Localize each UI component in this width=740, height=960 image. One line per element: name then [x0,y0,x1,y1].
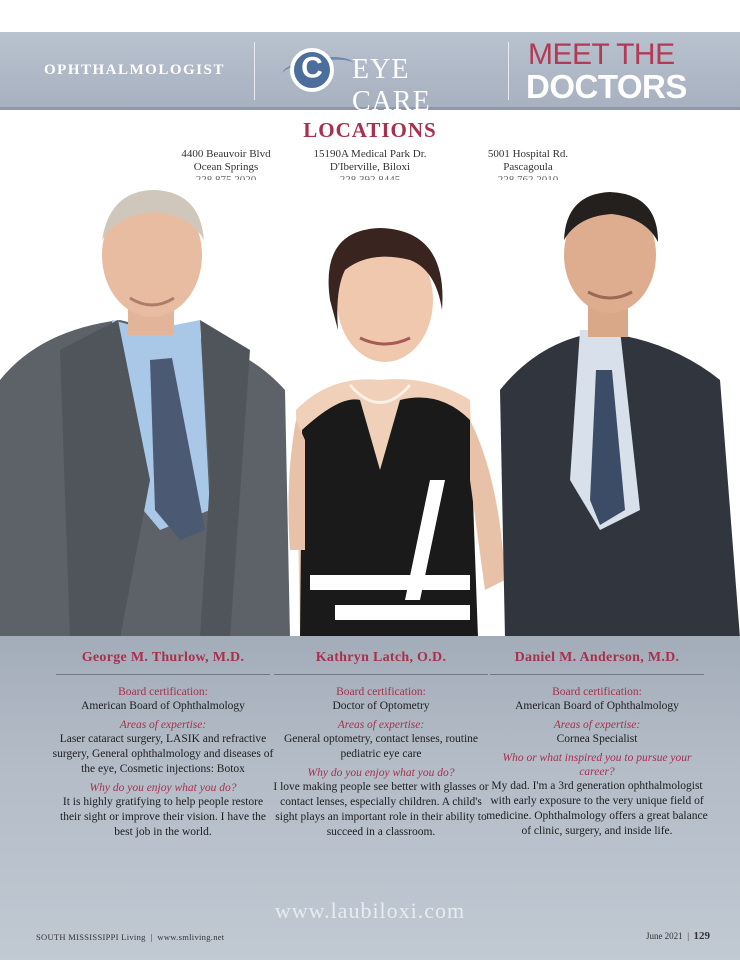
areas-heading: Areas of expertise: [337,719,425,731]
doctor-name: Daniel M. Anderson, M.D. [490,650,704,675]
doctors-group-photo [0,180,740,638]
areas-text: Laser cataract surgery, LASIK and refractive surgery, General ophthalmology and diseases of the eye, Cosmetic injections: Botox [52,733,274,775]
location-city: D'Iberville, Biloxi [329,161,411,173]
footer-separator: | [684,931,694,941]
location-city: Ocean Springs [193,161,259,173]
publication-site[interactable]: www.smliving.net [157,932,225,942]
cert-heading: Board certification: [118,686,208,698]
answer-text: It is highly gratifying to help people restore their sight or improve their vision. I have the best job in the world. [60,796,266,838]
footer-publication [36,932,224,942]
answer-text: I love making people see better with glasses or contact lenses, especially children. A child's sight plays an important role in their ability to succeed in a classroom. [273,781,489,838]
logo-text: EYE CARE [352,54,431,117]
areas-text: General optometry, contact lenses, routine pediatric eye care [283,733,479,760]
question-heading: Why do you enjoy what you do? [307,767,455,779]
areas-heading: Areas of expertise: [553,719,641,731]
top-margin [0,0,740,32]
headline-meet: MEET THE [528,38,675,71]
cert-text: American Board of Ophthalmology [81,700,245,712]
doctor-photo-middle [288,228,505,638]
website-link[interactable]: www.laubiloxi.com [274,898,466,923]
doctor-column [486,650,708,843]
areas-text: Cornea Specialist [556,733,638,745]
location-city: Pascagoula [503,161,553,173]
publication-name: SOUTH MISSISSIPPI Living [36,932,146,942]
doctor-column [270,650,492,844]
logo-c-icon: C [290,48,334,92]
page-number: 129 [693,930,710,942]
footer-page-info [646,930,710,942]
eye-care-logo [282,40,492,117]
location-address: 5001 Hospital Rd. [487,148,569,160]
location-address: 15190A Medical Park Dr. [313,148,427,160]
areas-heading: Areas of expertise: [119,719,207,731]
cert-text: Doctor of Optometry [332,700,430,712]
section-label: OPHTHALMOLOGIST [44,62,225,78]
cert-heading: Board certification: [552,686,642,698]
doctor-column [52,650,274,844]
banner-divider [254,42,255,100]
headline-doctors: DOCTORS [526,68,687,105]
locations-title: LOCATIONS [303,118,437,142]
cert-heading: Board certification: [336,686,426,698]
issue-date: June 2021 [645,931,683,941]
banner-divider [508,42,509,100]
doctor-name: George M. Thurlow, M.D. [56,650,270,675]
answer-text: My dad. I'm a 3rd generation ophthalmologist with early exposure to the very unique field of medicine. Ophthalmology offers a great balance of clinic, surgery, and inside life. [486,780,708,837]
question-heading: Who or what inspired you to pursue your career? [502,752,692,778]
question-heading: Why do you enjoy what you do? [89,782,237,794]
header-banner [0,32,740,117]
doctor-photo-left [0,190,290,638]
location-address: 4400 Beauvoir Blvd [181,148,271,160]
doctor-photo-right [500,192,740,638]
cert-text: American Board of Ophthalmology [515,700,679,712]
footer-separator: | [148,932,158,942]
doctor-name: Kathryn Latch, O.D. [274,650,488,675]
